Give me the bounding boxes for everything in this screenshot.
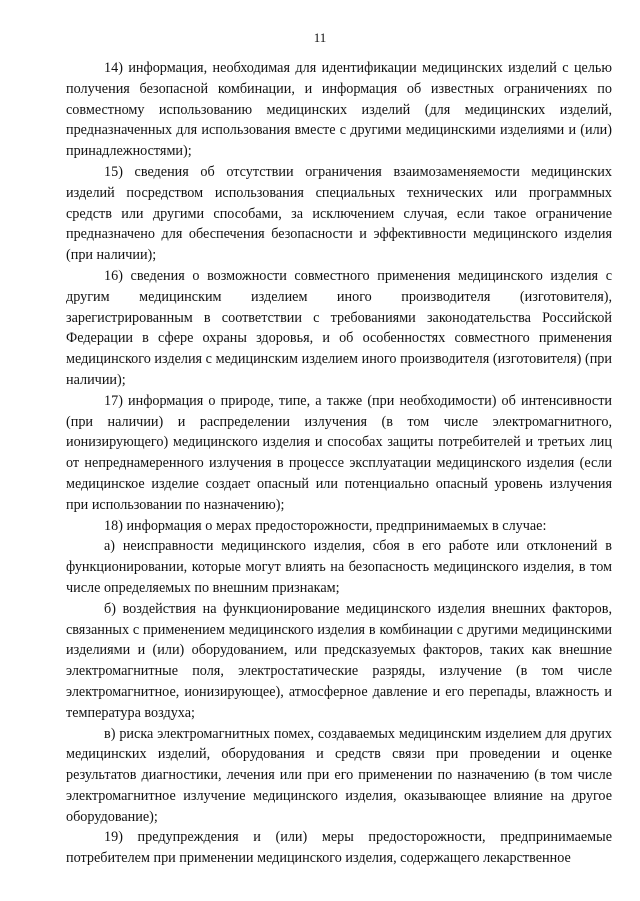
- paragraph-item-14: 14) информация, необходимая для идентификации медицинских изделий с целью получения безопасной комбинации, и информация об известных ограничениях по совместному использованию медицинских изделий (для медицинских изделий, предназначенных для использования вместе с другими медицинскими изделиями и (или) принадлежностями);: [66, 60, 612, 160]
- paragraph-item-18: 18) информация о мерах предосторожности, предпринимаемых в случае:: [104, 517, 547, 534]
- document-body: [66, 58, 612, 869]
- page-number: 11: [313, 30, 327, 45]
- paragraph-item-19: 19) предупреждения и (или) меры предосторожности, предпринимаемые потребителем при применении медицинского изделия, содержащего лекарственное: [66, 829, 612, 867]
- paragraph-item-16: 16) сведения о возможности совместного применения медицинского изделия с другим медицинским изделием иного производителя (изготовителя), зарегистрированным в соответствии с требованиями законодательства Российской Федерации в сфере охраны здоровья, и об особенностях совместного применения медицинского изделия с медицинским изделием иного производителя (изготовителя) (при наличии);: [66, 267, 612, 388]
- paragraph-subitem-v: в) риска электромагнитных помех, создаваемых медицинским изделием для других медицинских изделий, оборудования и средств связи при проведении и оценке результатов диагностики, лечения или при его применении по назначению (в том числе электромагнитное излучение медицинского изделия, оказывающее влияние на другое оборудование);: [66, 725, 612, 825]
- paragraph-subitem-b: б) воздействия на функционирование медицинского изделия внешних факторов, связанных с применением медицинского изделия в комбинации с другими медицинскими изделиями и (или) оборудованием, или предсказуемых факторов, таких как внешние электромагнитные поля, электростатические разряды, излучение (в том числе электромагнитное, ионизирующее), атмосферное давление и его перепады, влажность и температура воздуха;: [66, 600, 612, 721]
- paragraph-subitem-a: а) неисправности медицинского изделия, сбоя в его работе или отклонений в функционировании, которые могут влиять на безопасность медицинского изделия, в том числе определяемых по внешним признакам;: [66, 538, 612, 596]
- paragraph-item-15: 15) сведения об отсутствии ограничения взаимозаменяемости медицинских изделий посредством использования специальных технических или программных средств или другими способами, за исключением случая, если такое ограничение предназначено для обеспечения безопасности и эффективности медицинского изделия (при наличии);: [66, 163, 612, 264]
- paragraph-item-17: 17) информация о природе, типе, а также (при необходимости) об интенсивности (при наличии) и распределении излучения (в том числе электромагнитного, ионизирующего) медицинского изделия и способах защиты потребителей и третьих лиц от непреднамеренного излучения в процессе эксплуатации медицинского изделия (если медицинское изделие создает опасный или потенциально опасный уровень излучения при использовании по назначению);: [66, 392, 612, 513]
